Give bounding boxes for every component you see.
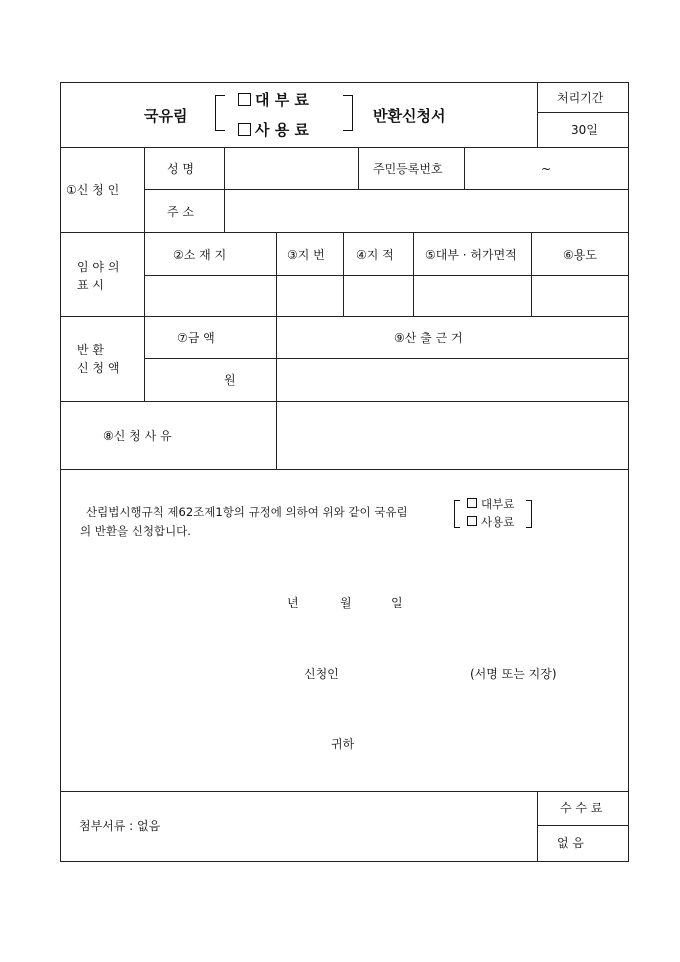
divider — [144, 147, 145, 401]
divider — [537, 112, 629, 113]
border-left — [60, 82, 61, 861]
fee-value: 없 음 — [557, 836, 584, 850]
lot-number-cell[interactable] — [278, 277, 341, 314]
border-bottom — [60, 861, 629, 862]
date-month[interactable]: 월 — [340, 596, 352, 610]
divider — [413, 232, 414, 316]
processing-period-label: 처리기간 — [557, 91, 604, 105]
resident-id-field[interactable]: ~ — [541, 162, 552, 176]
statement-option-use[interactable]: 사용료 — [467, 515, 514, 529]
form-title-suffix: 반환신청서 — [373, 107, 446, 125]
divider — [537, 825, 629, 826]
divider — [276, 232, 277, 469]
date-day[interactable]: 일 — [391, 596, 403, 610]
checkbox-icon[interactable] — [238, 123, 251, 136]
purpose-cell[interactable] — [533, 277, 626, 314]
option-use-fee[interactable]: 사 용 료 — [238, 121, 309, 139]
divider — [60, 232, 629, 233]
name-field[interactable] — [230, 162, 354, 176]
border-top — [60, 82, 629, 83]
address-field[interactable] — [230, 205, 620, 219]
attachments-label: 첨부서류 : 없음 — [79, 819, 161, 833]
statement-option-lease[interactable]: 대부료 — [467, 497, 514, 511]
location-cell[interactable] — [146, 277, 274, 314]
amount-label: ⑦금 액 — [177, 331, 215, 345]
divider — [144, 189, 629, 190]
applicant-signature-label: 신청인 — [304, 667, 339, 681]
divider — [60, 316, 629, 317]
divider — [144, 358, 629, 359]
col-purpose: ⑥용도 — [563, 248, 597, 262]
statement-line2: 의 반환을 신청합니다. — [80, 524, 191, 538]
forest-section-label-line2: 표 시 — [77, 278, 104, 292]
divider — [60, 401, 629, 402]
col-area: ⑤대부 · 허가면적 — [425, 248, 517, 262]
signature-field[interactable]: (서명 또는 지장) — [470, 667, 557, 681]
divider — [343, 232, 344, 316]
area-cell[interactable] — [415, 277, 529, 314]
statement-bracket-right — [526, 500, 532, 528]
forest-section-label-line1: 임 야 의 — [77, 260, 120, 274]
calculation-basis-field[interactable] — [278, 360, 626, 399]
amount-unit: 원 — [224, 373, 236, 387]
divider — [537, 791, 538, 861]
calculation-basis-label: ⑨산 출 근 거 — [394, 331, 463, 345]
statement-bracket-left — [454, 500, 460, 528]
divider — [144, 275, 629, 276]
applicant-section-label: ①신 청 인 — [66, 183, 120, 197]
col-lot-number: ③지 번 — [287, 248, 325, 262]
refund-section-label-line2: 신 청 액 — [77, 361, 120, 375]
col-land-category: ④지 적 — [356, 248, 394, 262]
amount-field[interactable] — [146, 360, 274, 399]
address-label: 주 소 — [167, 205, 194, 219]
date-year[interactable]: 년 — [287, 596, 299, 610]
divider — [60, 469, 629, 470]
form-title-prefix: 국유림 — [144, 107, 188, 125]
divider — [358, 147, 359, 189]
title-bracket-left — [215, 95, 225, 131]
divider — [224, 147, 225, 232]
name-label: 성 명 — [167, 162, 194, 176]
addressee-label: 귀하 — [331, 737, 355, 751]
fee-label: 수 수 료 — [560, 801, 603, 815]
divider — [60, 147, 629, 148]
checkbox-icon[interactable] — [238, 93, 251, 106]
reason-label: ⑧신 청 사 유 — [103, 429, 172, 443]
divider — [60, 791, 629, 792]
checkbox-icon[interactable] — [467, 516, 477, 526]
divider — [537, 82, 538, 147]
title-bracket-right — [343, 95, 353, 131]
divider — [464, 147, 465, 189]
resident-id-label: 주민등록번호 — [373, 162, 443, 176]
checkbox-icon[interactable] — [467, 498, 477, 508]
divider — [531, 232, 532, 316]
border-right — [628, 82, 629, 861]
col-location: ②소 재 지 — [173, 248, 227, 262]
land-category-cell[interactable] — [345, 277, 411, 314]
statement-line1: 산림법시행규칙 제62조제1항의 규정에 의하여 위와 같이 국유림 — [86, 505, 408, 519]
option-lease-fee[interactable]: 대 부 료 — [238, 91, 309, 109]
reason-field[interactable] — [278, 403, 626, 467]
refund-section-label-line1: 반 환 — [77, 343, 104, 357]
processing-period-value: 30일 — [571, 123, 598, 137]
